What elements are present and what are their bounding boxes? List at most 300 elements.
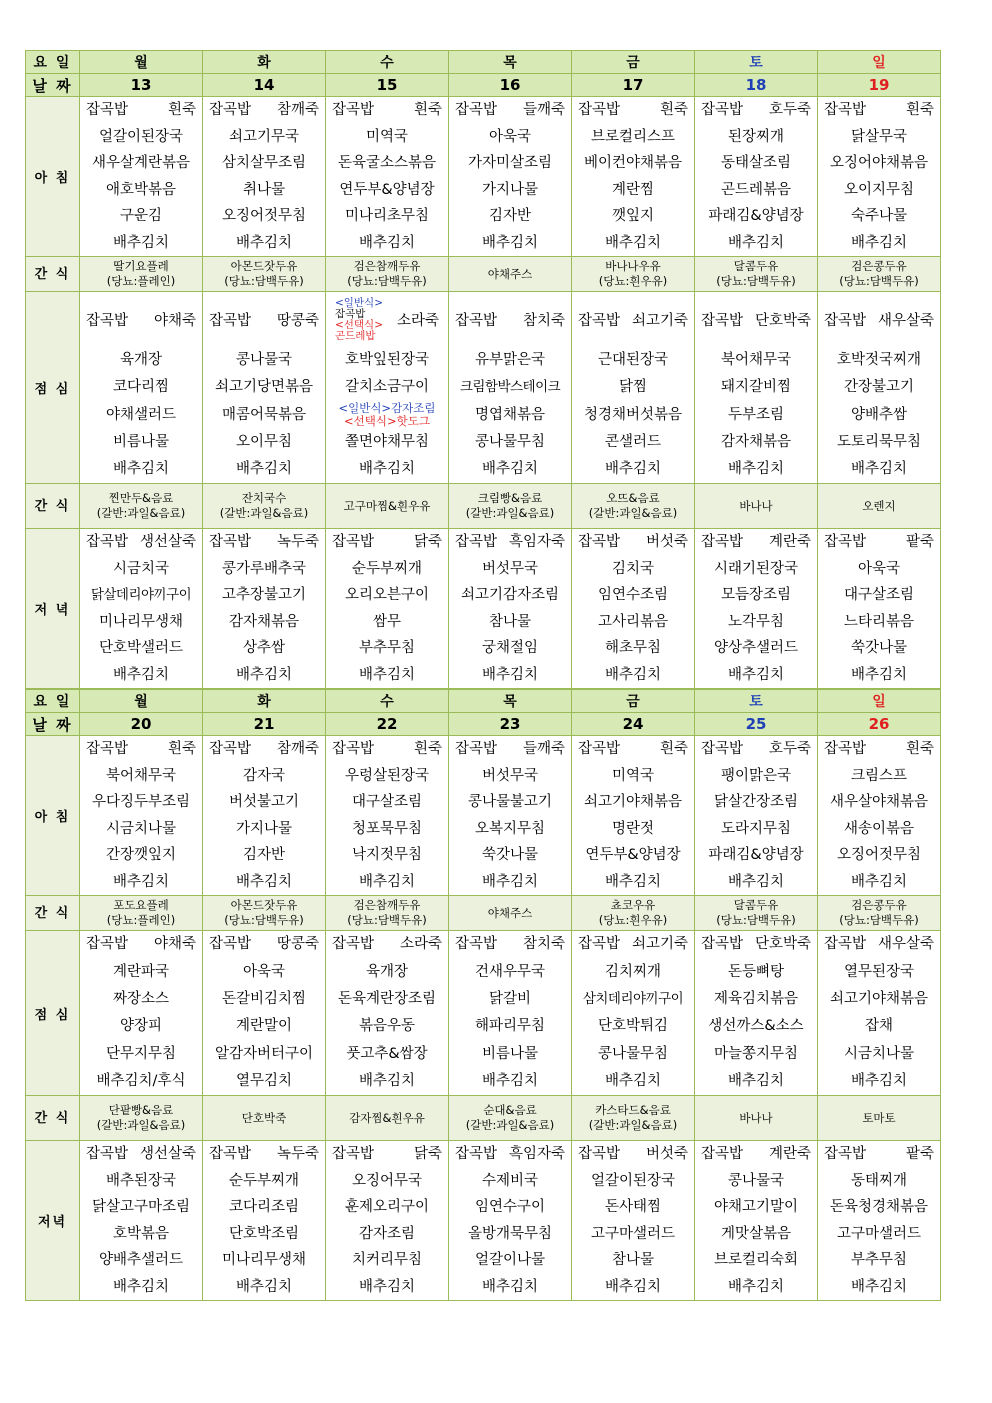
menu-item: 잡곡밥 xyxy=(86,534,129,551)
lunch-cell xyxy=(572,292,695,484)
menu-item: 배추김치 xyxy=(358,1278,416,1295)
menu-item: 닭죽 xyxy=(413,534,442,551)
menu-item: 배추김치 xyxy=(604,234,662,251)
menu-item: 양장피 xyxy=(119,1018,163,1035)
rice-porridge-row xyxy=(80,736,202,763)
day-name: 수 xyxy=(326,690,449,713)
menu-item: 감자채볶음 xyxy=(228,613,300,630)
menu-item: 잡곡밥 xyxy=(332,741,375,758)
dinner-cell xyxy=(326,1141,449,1301)
menu-item: 배추김치 xyxy=(850,461,908,478)
menu-item: 모듬장조림 xyxy=(720,587,792,604)
menu-item: 노각무침 xyxy=(727,613,785,630)
menu-item: 새우살죽 xyxy=(877,936,934,953)
menu-item: 콩나물무침 xyxy=(474,433,546,450)
rice-porridge-row xyxy=(818,736,940,763)
menu-item: 콩나물국 xyxy=(727,1172,785,1189)
menu-item: 닭죽 xyxy=(413,1146,442,1163)
menu-item: 올방개묵무침 xyxy=(467,1225,553,1242)
menu-item: 시금치나물 xyxy=(843,1045,915,1062)
menu-item: 감자조림 xyxy=(391,401,436,416)
rice-porridge-row xyxy=(695,97,817,124)
menu-item: 미역국 xyxy=(611,767,655,784)
menu-item: 버섯무국 xyxy=(481,767,539,784)
section-label: 요 일 xyxy=(26,690,80,713)
menu-item: 연두부&양념장 xyxy=(339,181,435,198)
snack-item: (당뇨:담백두유) xyxy=(224,913,304,928)
snack-item: 오렌지 xyxy=(862,498,896,513)
menu-item: 부추무침 xyxy=(850,1252,908,1269)
menu-item: 배추김치 xyxy=(235,666,293,683)
menu-item: 오징어젓무침 xyxy=(836,847,922,864)
date-cell: 15 xyxy=(326,74,449,97)
menu-item: 곤드레볶음 xyxy=(720,181,792,198)
rice-porridge-row xyxy=(80,97,202,124)
date-cell: 13 xyxy=(80,74,203,97)
menu-item: 핫도그 xyxy=(396,414,430,429)
menu-item: 야채죽 xyxy=(153,313,196,329)
rice-options xyxy=(335,298,383,342)
lunch-cell xyxy=(572,931,695,1096)
snack-row xyxy=(26,896,941,931)
lunch-row xyxy=(26,931,941,1096)
menu-item: 시래기된장국 xyxy=(713,560,799,577)
menu-item: 열무된장국 xyxy=(843,963,915,980)
menu-item: 간장불고기 xyxy=(843,379,915,396)
rice-porridge-row xyxy=(326,1141,448,1168)
dinner-cell xyxy=(695,1141,818,1301)
menu-item: 돈육계란장조림 xyxy=(337,991,437,1008)
breakfast-cell xyxy=(80,97,203,257)
menu-item: 잡곡밥 xyxy=(209,741,252,758)
menu-item: 임연수조림 xyxy=(597,587,669,604)
menu-item: 참깨죽 xyxy=(276,102,319,118)
dinner-cell xyxy=(572,529,695,689)
snack-cell xyxy=(818,257,941,292)
menu-item: 배추김치 xyxy=(112,1278,170,1295)
menu-item: 잡곡밥 xyxy=(578,313,621,329)
menu-item: 김치찌개 xyxy=(604,963,662,980)
menu-item: 파래김&양념장 xyxy=(708,208,804,224)
rice-porridge-row xyxy=(695,1141,817,1168)
snack-item: (당뇨:플레인) xyxy=(106,274,176,288)
menu-item: 동태살조림 xyxy=(720,155,792,171)
snack-item: 단팥빵&음료 xyxy=(108,1103,174,1118)
snack-item: 카스타드&음료 xyxy=(595,1103,671,1118)
menu-item: 파래김&양념장 xyxy=(708,847,804,864)
menu-item: 잡곡밥 xyxy=(86,936,129,953)
menu-item: 된장찌개 xyxy=(727,128,785,145)
menu-item: 녹두죽 xyxy=(276,534,319,551)
menu-item: 배추김치 xyxy=(481,666,539,683)
menu-item: 미나리무생채 xyxy=(221,1252,307,1269)
menu-item: 배추김치 xyxy=(604,873,662,890)
menu-item: 흑임자죽 xyxy=(508,1146,565,1163)
rice-porridge-row xyxy=(818,292,940,347)
menu-item: 배추김치 xyxy=(112,461,170,478)
menu-item: 수제비국 xyxy=(481,1172,539,1189)
section-label: 간 식 xyxy=(26,1096,80,1141)
menu-item: 잡곡밥 xyxy=(455,741,498,758)
rice-porridge-row xyxy=(695,736,817,763)
menu-item: 크림함박스테이크 xyxy=(459,379,561,396)
menu-item: 감자채볶음 xyxy=(720,433,792,450)
menu-item: 짜장소스 xyxy=(112,991,170,1008)
rice-porridge-row xyxy=(818,529,940,556)
snack-item: (당뇨:흰우유) xyxy=(598,913,668,928)
menu-item: 소라죽 xyxy=(399,936,442,953)
snack-cell xyxy=(203,257,326,292)
menu-item: 잡곡밥 xyxy=(332,102,375,118)
menu-item: 브로컬리스프 xyxy=(590,128,676,145)
day-name: 목 xyxy=(449,690,572,713)
breakfast-cell xyxy=(818,97,941,257)
menu-item: 닭갈비 xyxy=(488,991,532,1008)
rice-porridge-row xyxy=(695,529,817,556)
menu-item: 단무지무침 xyxy=(105,1045,177,1062)
menu-item: 잡곡밥 xyxy=(209,313,252,329)
menu-item: 얼갈이된장국 xyxy=(98,128,184,145)
menu-item: 새송이볶음 xyxy=(843,820,915,837)
menu-item: 잡곡밥 xyxy=(455,1146,498,1163)
menu-item: 풋고추&쌈장 xyxy=(346,1045,428,1062)
snack-item: (당뇨:담백두유) xyxy=(224,274,304,288)
dinner-cell xyxy=(80,529,203,689)
menu-item: 잡곡밥 xyxy=(824,534,867,551)
day-name: 목 xyxy=(449,51,572,74)
menu-item: 생선살죽 xyxy=(139,534,196,551)
dinner-cell xyxy=(326,529,449,689)
day-name: 월 xyxy=(80,690,203,713)
day-name: 토 xyxy=(695,690,818,713)
menu-item: 비름나물 xyxy=(481,1045,539,1062)
snack-cell xyxy=(449,257,572,292)
snack-cell xyxy=(572,1096,695,1141)
snack-item: (당뇨:담백두유) xyxy=(347,913,427,928)
snack-item: 크림빵&음료 xyxy=(477,491,543,506)
menu-item: 오이무침 xyxy=(235,433,293,450)
menu-item: 야채샐러드 xyxy=(105,406,177,423)
breakfast-row xyxy=(26,97,941,257)
date-cell: 23 xyxy=(449,713,572,736)
snack-item: 바나나 xyxy=(739,498,773,513)
menu-item: 배추김치 xyxy=(358,234,416,251)
menu-item: 배추김치 xyxy=(727,1278,785,1295)
lunch-cell xyxy=(449,931,572,1096)
menu-item: 콩나물불고기 xyxy=(467,794,553,811)
menu-item: 도라지무침 xyxy=(720,820,792,837)
snack-item: 포도요플레 xyxy=(113,898,169,913)
menu-item: 들깨죽 xyxy=(522,102,565,118)
lunch-cell xyxy=(80,931,203,1096)
breakfast-cell xyxy=(203,97,326,257)
snack-cell xyxy=(695,896,818,931)
menu-item: 계란죽 xyxy=(768,534,811,551)
snack-cell xyxy=(449,896,572,931)
menu-item: 호박잎된장국 xyxy=(344,352,430,368)
menu-item: 육개장 xyxy=(365,963,409,980)
menu-item: 애호박볶음 xyxy=(105,181,177,198)
menu-item: 배추김치 xyxy=(604,666,662,683)
day-header-row xyxy=(26,51,941,74)
rice-porridge-row xyxy=(818,931,940,958)
breakfast-row xyxy=(26,736,941,896)
rice-porridge-row xyxy=(572,529,694,556)
section-label: 아 침 xyxy=(26,97,80,257)
menu-item: 돈육청경채볶음 xyxy=(829,1199,929,1216)
menu-item: 배추김치 xyxy=(604,1278,662,1295)
menu-item: 배추김치 xyxy=(604,461,662,478)
section-label: 간 식 xyxy=(26,257,80,292)
rice-porridge-row xyxy=(449,1141,571,1168)
menu-item: 콘샐러드 xyxy=(604,433,662,450)
menu-item: 동태찌개 xyxy=(850,1172,908,1189)
section-label: 점 심 xyxy=(26,931,80,1096)
menu-item: 흰죽 xyxy=(905,741,934,758)
dinner-row xyxy=(26,529,941,689)
rice-porridge-row xyxy=(818,1141,940,1168)
menu-item: 단호박죽 xyxy=(754,313,811,329)
menu-item: 가지나물 xyxy=(235,820,293,837)
snack-cell xyxy=(326,257,449,292)
snack-item: 야채주스 xyxy=(487,266,533,281)
rice-porridge-row xyxy=(203,292,325,347)
section-label: 간 식 xyxy=(26,484,80,529)
day-name: 일 xyxy=(818,690,941,713)
date-cell: 26 xyxy=(818,713,941,736)
rice-porridge-row xyxy=(203,97,325,124)
menu-item: 배추김치 xyxy=(235,873,293,890)
menu-item: 돈등뼈탕 xyxy=(727,963,785,980)
option-line xyxy=(326,415,448,428)
snack-item: 아몬드잣두유 xyxy=(230,259,298,273)
menu-item: 잡곡밥 xyxy=(578,534,621,551)
menu-item: 배추김치 xyxy=(481,1072,539,1089)
snack-cell xyxy=(80,484,203,529)
rice-porridge-row xyxy=(449,736,571,763)
menu-item: 배추김치 xyxy=(727,1072,785,1089)
menu-item: 배추김치 xyxy=(727,234,785,251)
dinner-cell xyxy=(449,529,572,689)
menu-item: 명엽채볶음 xyxy=(474,406,546,423)
snack-item: (당뇨:담백두유) xyxy=(716,913,796,928)
menu-item: 콩나물무침 xyxy=(597,1045,669,1062)
snack-item: (갈반:과일&음료) xyxy=(588,506,678,521)
menu-item: 마늘쫑지무침 xyxy=(713,1045,799,1062)
week-table xyxy=(25,689,941,1301)
snack-item: 쵸코우유 xyxy=(610,898,656,913)
dinner-cell xyxy=(818,1141,941,1301)
lunch-cell xyxy=(449,292,572,484)
rice-porridge-row xyxy=(326,736,448,763)
menu-item: 닭살간장조림 xyxy=(713,794,799,811)
menu-item: 녹두죽 xyxy=(276,1146,319,1163)
menu-item: 양상추샐러드 xyxy=(713,640,799,657)
menu-item: 양배추쌈 xyxy=(850,406,908,423)
date-cell: 18 xyxy=(695,74,818,97)
menu-item: 잡곡밥 xyxy=(334,307,366,320)
menu-item: 도토리묵무침 xyxy=(836,433,922,450)
lunch-cell xyxy=(326,931,449,1096)
snack-cell xyxy=(572,257,695,292)
day-name: 일 xyxy=(818,51,941,74)
menu-item: 돈사태찜 xyxy=(604,1199,662,1216)
snack-cell xyxy=(449,1096,572,1141)
snack-cell xyxy=(203,896,326,931)
menu-item: 호두죽 xyxy=(768,741,811,758)
menu-item: 궁채절임 xyxy=(481,640,539,657)
menu-item: 북어채무국 xyxy=(720,352,792,368)
snack-item: 달콤두유 xyxy=(733,898,779,913)
menu-item: 브로컬리숙회 xyxy=(713,1252,799,1269)
week-table xyxy=(25,50,941,689)
menu-item: 배추김치 xyxy=(481,1278,539,1295)
snack-item: 고구마찜&흰우유 xyxy=(343,498,431,513)
menu-item: 치커리무침 xyxy=(351,1252,423,1269)
menu-item: 참치죽 xyxy=(522,313,565,329)
snack-item: 토마토 xyxy=(862,1110,896,1125)
option-row xyxy=(326,402,448,429)
menu-item: 배추김치 xyxy=(481,873,539,890)
menu-item: 흰죽 xyxy=(659,741,688,758)
menu-item: 배추김치 xyxy=(727,873,785,890)
menu-item: 흰죽 xyxy=(413,102,442,118)
menu-item: 볶음우동 xyxy=(358,1018,416,1035)
menu-item: 제육김치볶음 xyxy=(713,991,799,1008)
lunch-cell xyxy=(818,931,941,1096)
menu-item: 계란말이 xyxy=(235,1018,293,1035)
dinner-cell xyxy=(80,1141,203,1301)
snack-cell xyxy=(326,1096,449,1141)
breakfast-cell xyxy=(572,736,695,896)
rice-porridge-row xyxy=(818,97,940,124)
rice-porridge-row xyxy=(80,1141,202,1168)
snack-item: (갈반:과일&음료) xyxy=(219,506,309,521)
menu-item: 잡곡밥 xyxy=(824,1146,867,1163)
menu-item: 순두부찌개 xyxy=(228,1172,300,1189)
breakfast-cell xyxy=(326,736,449,896)
menu-item: 흰죽 xyxy=(659,102,688,118)
option-label-regular: <일반식> xyxy=(334,296,383,309)
snack-row xyxy=(26,1096,941,1141)
menu-item: 잡곡밥 xyxy=(455,936,498,953)
snack-cell xyxy=(449,484,572,529)
menu-item: 흰죽 xyxy=(905,102,934,118)
date-cell: 20 xyxy=(80,713,203,736)
menu-item: 양배추샐러드 xyxy=(98,1252,184,1269)
snack-cell xyxy=(695,257,818,292)
menu-item: 버섯무국 xyxy=(481,560,539,577)
breakfast-cell xyxy=(449,736,572,896)
menu-item: 우다징두부조림 xyxy=(91,794,191,811)
breakfast-cell xyxy=(572,97,695,257)
dinner-cell xyxy=(818,529,941,689)
date-cell: 21 xyxy=(203,713,326,736)
menu-item: 건새우무국 xyxy=(474,963,546,980)
menu-item: 아욱국 xyxy=(857,560,901,577)
menu-item: 새우살계란볶음 xyxy=(91,155,191,171)
snack-item: 달콤두유 xyxy=(733,259,779,273)
menu-item: 생선까스&소스 xyxy=(708,1018,804,1035)
date-cell: 24 xyxy=(572,713,695,736)
dinner-cell xyxy=(695,529,818,689)
menu-item: 배추된장국 xyxy=(105,1172,177,1189)
menu-item: 임연수구이 xyxy=(474,1199,546,1216)
menu-item: 배추김치 xyxy=(235,1278,293,1295)
menu-item: 해초무침 xyxy=(604,640,662,657)
menu-item: 깻잎지 xyxy=(611,208,655,224)
menu-item: 얼갈이나물 xyxy=(474,1252,546,1269)
menu-item: 명란젓 xyxy=(611,820,655,837)
snack-cell xyxy=(80,896,203,931)
menu-item: 시금치나물 xyxy=(105,820,177,837)
menu-item: 생선살죽 xyxy=(139,1146,196,1163)
menu-item: 육개장 xyxy=(119,352,163,368)
menu-item: 팽이맑은국 xyxy=(720,767,792,784)
menu-item: 배추김치 xyxy=(727,666,785,683)
section-label: 날 짜 xyxy=(26,74,80,97)
section-label: 날 짜 xyxy=(26,713,80,736)
day-name: 월 xyxy=(80,51,203,74)
snack-item: 검은참깨두유 xyxy=(353,898,421,913)
snack-item: 감자찜&흰우유 xyxy=(349,1110,425,1125)
rice-porridge-row xyxy=(695,931,817,958)
menu-item: 미역국 xyxy=(365,128,409,145)
menu-item: 연두부&양념장 xyxy=(585,847,681,864)
menu-item: 배추김치 xyxy=(850,1072,908,1089)
dinner-cell xyxy=(203,1141,326,1301)
menu-item: 단호박샐러드 xyxy=(98,640,184,657)
date-cell: 19 xyxy=(818,74,941,97)
rice-porridge-row xyxy=(572,97,694,124)
menu-item: 쑥갓나물 xyxy=(850,640,908,657)
menu-item: 배추김치 xyxy=(850,666,908,683)
menu-item: 배추김치 xyxy=(235,234,293,251)
menu-item: 감자조림 xyxy=(358,1225,416,1242)
lunch-cell xyxy=(80,292,203,484)
menu-item: 잡곡밥 xyxy=(701,313,744,329)
menu-item: 감자국 xyxy=(242,767,286,784)
menu-item: 베이컨야채볶음 xyxy=(583,155,683,171)
lunch-cell xyxy=(203,931,326,1096)
menu-item: 야채고기말이 xyxy=(713,1199,799,1216)
day-name: 화 xyxy=(203,690,326,713)
breakfast-cell xyxy=(818,736,941,896)
menu-item: 버섯죽 xyxy=(645,534,688,551)
menu-item: 오징어무국 xyxy=(351,1172,423,1189)
dinner-cell xyxy=(572,1141,695,1301)
rice-porridge-row xyxy=(326,97,448,124)
menu-item: 잡곡밥 xyxy=(701,936,744,953)
menu-item: 고사리볶음 xyxy=(597,613,669,630)
option-label-select: <선택식> xyxy=(344,414,397,429)
menu-item: 배추김치 xyxy=(481,461,539,478)
menu-item: 오징어젓무침 xyxy=(221,208,307,224)
menu-item: 잡곡밥 xyxy=(701,741,744,758)
menu-item: 배추김치 xyxy=(112,666,170,683)
snack-row xyxy=(26,257,941,292)
menu-item: 잡곡밥 xyxy=(332,534,375,551)
menu-item: 잡곡밥 xyxy=(824,313,867,329)
menu-item: 훈제오리구이 xyxy=(344,1199,430,1216)
menu-item: 잡곡밥 xyxy=(209,1146,252,1163)
menu-item: 잡곡밥 xyxy=(86,313,129,329)
rice-porridge-row xyxy=(572,736,694,763)
menu-item: 잡곡밥 xyxy=(209,534,252,551)
menu-item: 얼갈이된장국 xyxy=(590,1172,676,1189)
menu-item: 삼치살무조림 xyxy=(221,155,307,171)
snack-item: 아몬드잣두유 xyxy=(230,898,298,913)
